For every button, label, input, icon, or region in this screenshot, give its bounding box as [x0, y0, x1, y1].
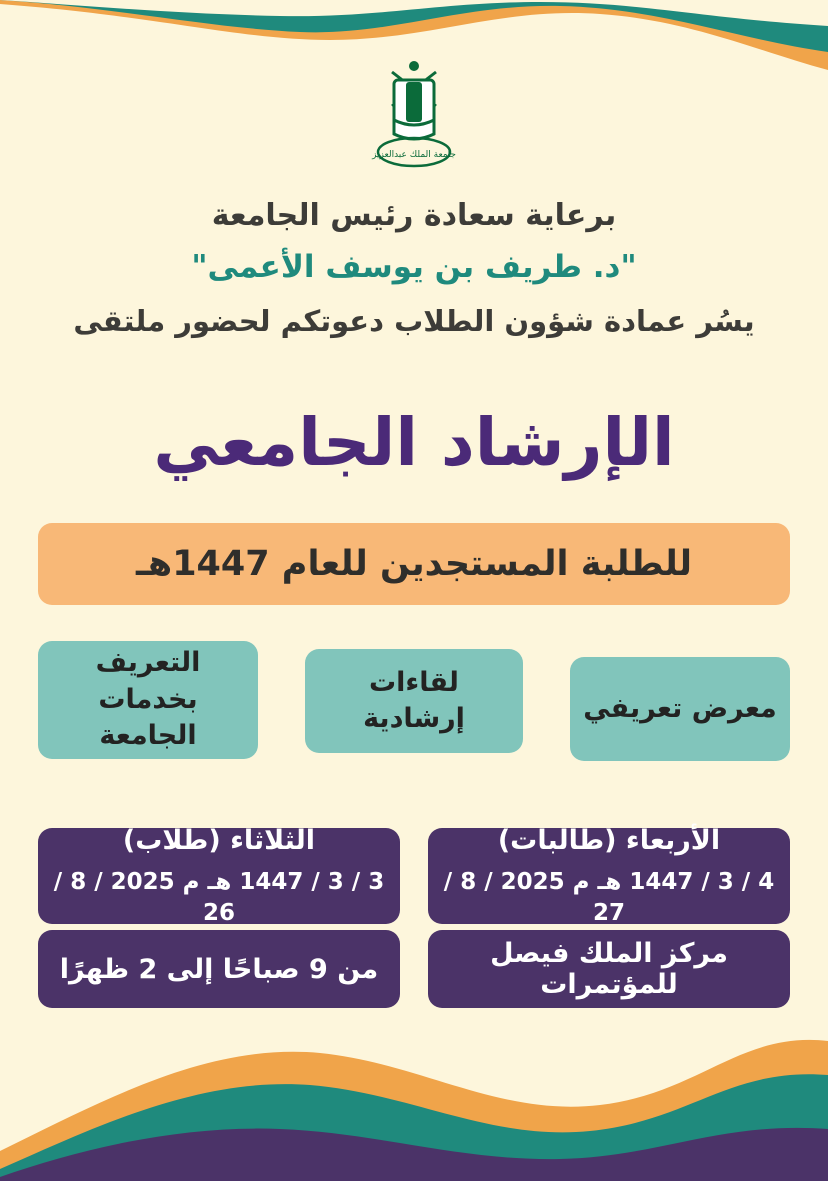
session-column-tuesday — [38, 824, 400, 927]
session-date-wednesday: 4 / 3 / 1447 هـ م 2025 / 8 / 27 — [443, 869, 775, 927]
session-date-tuesday: 3 / 3 / 1447 هـ م 2025 / 8 / 26 — [53, 869, 385, 927]
detail-card-venue: مركز الملك فيصل للمؤتمرات — [428, 930, 790, 1008]
session-card-group — [38, 824, 790, 927]
subtitle-band: للطلبة المستجدين للعام 1447هـ — [38, 523, 790, 605]
session-column-wednesday — [428, 824, 790, 927]
feature-card-guidance-meetings: لقاءات إرشادية — [305, 649, 523, 753]
feature-card-services: التعريف بخدمات الجامعة — [38, 641, 258, 759]
university-logo — [358, 48, 470, 170]
bottom-wave-decoration — [0, 1001, 828, 1181]
event-title: الإرشاد الجامعي — [153, 404, 675, 481]
patron-line: برعاية سعادة رئيس الجامعة — [211, 198, 617, 233]
detail-card-time: من 9 صباحًا إلى 2 ظهرًا — [38, 930, 400, 1008]
logo-icon — [358, 48, 470, 170]
invitation-line: يسُر عمادة شؤون الطلاب دعوتكم لحضور ملتقى — [73, 304, 755, 339]
session-day-tuesday: الثلاثاء (طلاب) — [122, 824, 316, 856]
logo-container — [0, 48, 828, 170]
detail-card-group — [38, 930, 790, 1008]
session-day-wednesday: الأربعاء (طالبات) — [497, 824, 721, 856]
header-text-block — [0, 196, 828, 341]
feature-card-group — [38, 641, 790, 759]
patron-name: "د. طريف بن يوسف الأعمى" — [191, 249, 637, 285]
session-card-wednesday — [428, 824, 790, 927]
session-card-tuesday — [38, 824, 400, 927]
feature-card-exhibition: معرض تعريفي — [570, 657, 790, 761]
svg-text:جامعة الملك عبدالعزيز: جامعة الملك عبدالعزيز — [372, 150, 456, 160]
